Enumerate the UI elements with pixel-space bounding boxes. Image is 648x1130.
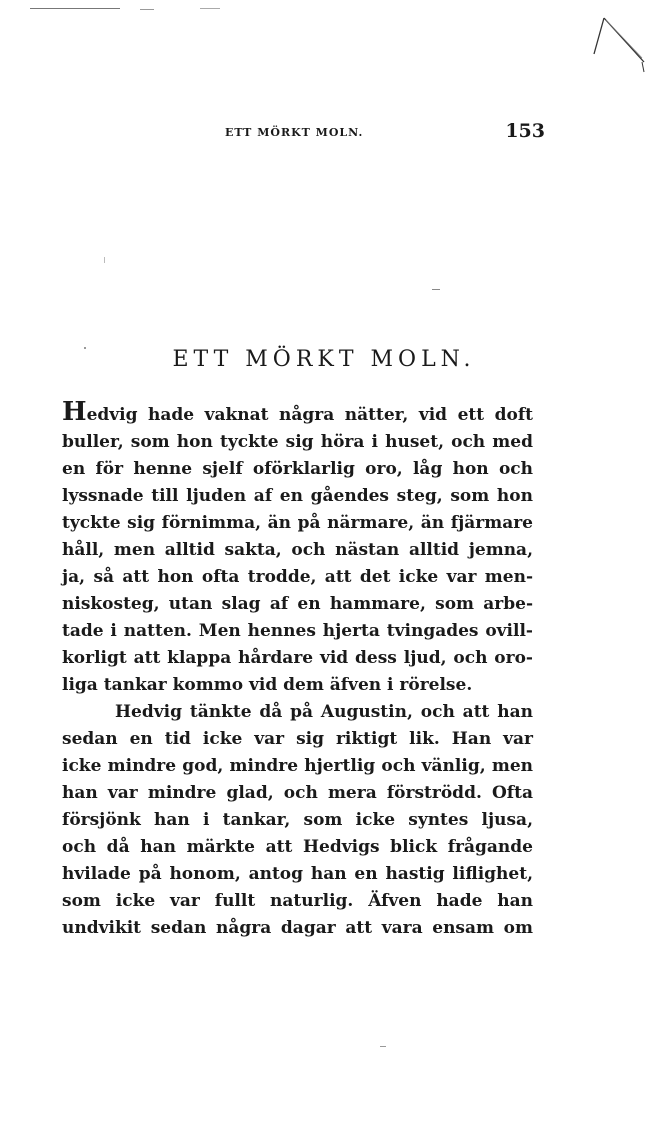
text-line: korligt att klappa hårdare vid dess ljud, och oro-: [62, 648, 533, 668]
text-line: sedan en tid icke var sig riktigt lik. Han var: [62, 729, 533, 749]
text-line: och då han märkte att Hedvigs blick frågande: [62, 837, 533, 857]
text-line: liga tankar kommo vid dem äfven i rörelse.: [62, 675, 473, 695]
text-line: niskosteg, utan slag af en hammare, som arbe-: [62, 594, 533, 614]
corner-crease-mark: [592, 14, 646, 74]
text-line: ja, så att hon ofta trodde, att det icke var men-: [62, 567, 533, 587]
text-line: Hedvig tänkte då på Augustin, och att han: [115, 702, 533, 722]
chapter-title: ETT MÖRKT MOLN.: [172, 346, 476, 372]
scan-mark: [30, 8, 120, 9]
drop-cap: H: [62, 397, 87, 427]
scan-speck: [432, 289, 440, 290]
text-line: som icke var fullt naturlig. Äfven hade han: [62, 891, 533, 911]
text-line: buller, som hon tyckte sig höra i huset, och med: [62, 432, 533, 452]
body-text: [62, 397, 533, 942]
scan-mark: [140, 9, 154, 10]
running-header: [225, 120, 545, 148]
text-line: Hedvig hade vaknat några nätter, vid ett doft: [62, 397, 533, 427]
text-line: en för henne sjelf oförklarlig oro, låg hon och: [62, 459, 533, 479]
scan-speck: [380, 1046, 386, 1047]
text-line: håll, men alltid sakta, och nästan alltid jemna,: [62, 540, 533, 560]
page-number: 153: [505, 120, 545, 142]
scan-speck: [104, 257, 105, 263]
text-line: han var mindre glad, och mera förströdd. Ofta: [62, 783, 533, 803]
text-line: hvilade på honom, antog han en hastig liflighet,: [62, 864, 533, 884]
text-line: icke mindre god, mindre hjertlig och vänlig, men: [62, 756, 533, 776]
text-line: försjönk han i tankar, som icke syntes ljusa,: [62, 810, 533, 830]
text-line: tade i natten. Men hennes hjerta tvingades ovill-: [62, 621, 533, 641]
scan-mark: [200, 8, 220, 9]
text-line: tyckte sig förnimma, än på närmare, än fjärmare: [62, 513, 533, 533]
running-title: ETT MÖRKT MOLN.: [225, 126, 364, 139]
text-line: undvikit sedan några dagar att vara ensam om: [62, 918, 533, 938]
text-line: lyssnade till ljuden af en gåendes steg, som hon: [62, 486, 533, 506]
